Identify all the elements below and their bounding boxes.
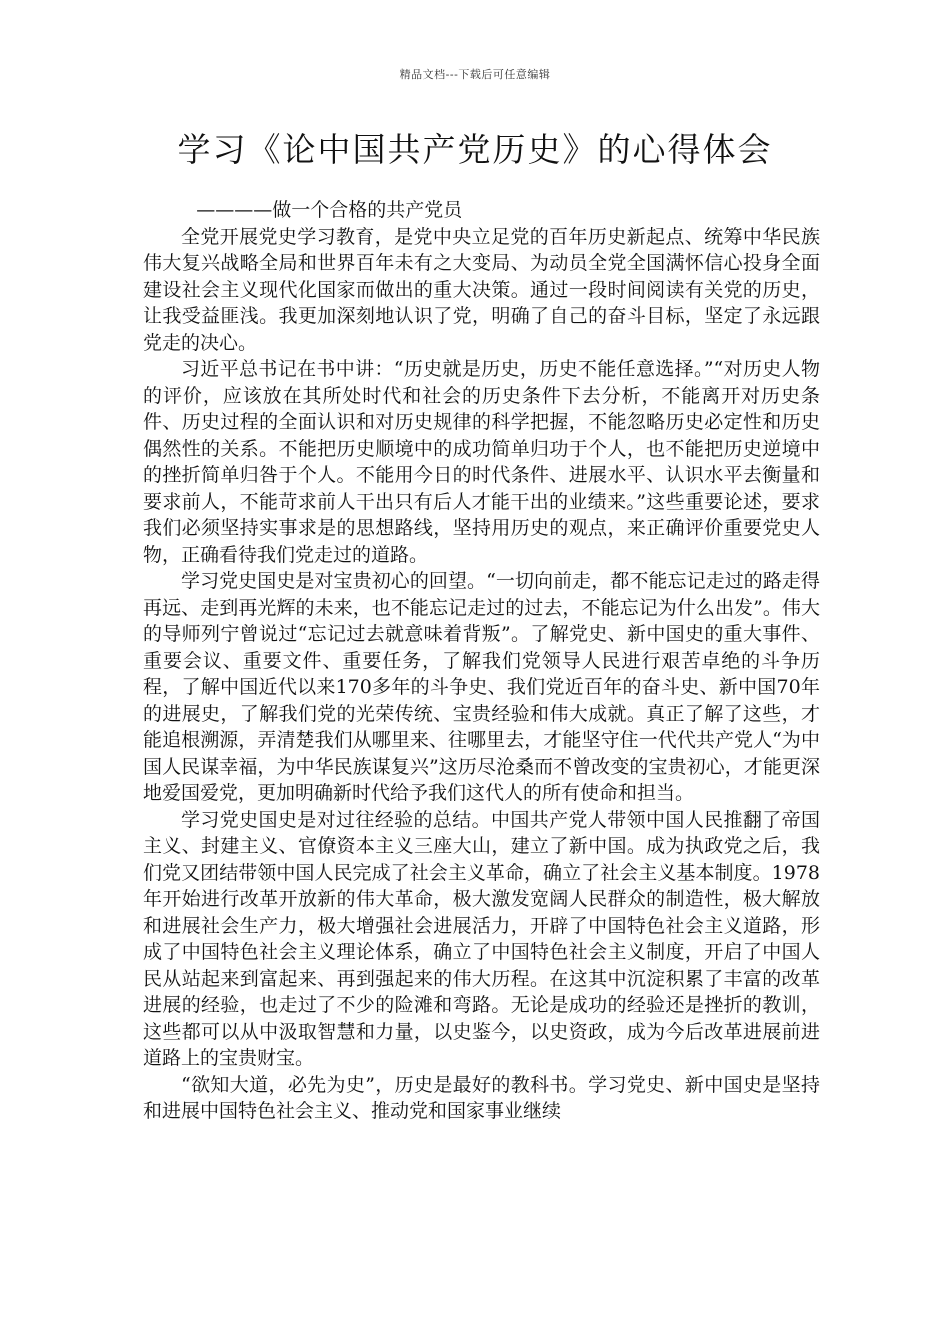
paragraph-original-aspiration: 学习党史国史是对宝贵初心的回望。“一切向前走，都不能忘记走过的路走得再远、走到再光辉的未来，也不能忘记走过的过去，不能忘记为什么出发”。伟大的导师列宁曾说过“忘记过去就意味着背叛”。了解党史、新中国史的重大事件、重要会议、重要文件、重要任务，了解我们党领导人民进行艰苦卓绝的斗争历程，了解中国近代以来170多年的斗争史、我们党近百年的奋斗史、新中国70年的进展史，了解我们党的光荣传统、宝贵经验和伟大成就。真正了解了这些，才能追根溯源，弄清楚我们从哪里来、往哪里去，才能坚守住一代代共产党人“为中国人民谋幸福，为中华民族谋复兴”这历尽沧桑而不曾改变的宝贵初心，才能更深地爱国爱党，更加明确新时代给予我们这代人的所有使命和担当。 bbox=[143, 570, 820, 804]
paragraph-textbook: “欲知大道，必先为史”，历史是最好的教科书。学习党史、新中国史是坚持和进展中国特色社会主义、推动党和国家事业继续 bbox=[143, 1073, 820, 1122]
paragraph-past-experience: 学习党史国史是对过往经验的总结。中国共产党人带领中国人民推翻了帝国主义、封建主义、官僚资本主义三座大山，建立了新中国。成为执政党之后，我们党又团结带领中国人民完成了社会主义革命，确立了社会主义基本制度。1978年开始进行改革开放新的伟大革命，极大激发宽阔人民群众的制造性，极大解放和进展社会生产力，极大增强社会进展活力，开辟了中国特色社会主义道路，形成了中国特色社会主义理论体系，确立了中国特色社会主义制度，开启了中国人民从站起来到富起来、再到强起来的伟大历程。在这其中沉淀积累了丰富的改革进展的经验，也走过了不少的险滩和弯路。无论是成功的经验还是挫折的教训，这些都可以从中汲取智慧和力量，以史鉴今，以史资政，成为今后改革进展前进道路上的宝贵财宝。 bbox=[143, 808, 820, 1069]
page-header-note: 精品文档---下载后可任意编辑 bbox=[399, 68, 551, 81]
document-subtitle: ————做一个合格的共产党员 bbox=[196, 199, 463, 221]
paragraph-quote-history: 习近平总书记在书中讲：“历史就是历史，历史不能任意选择。”“对历史人物的评价，应该放在其所处时代和社会的历史条件下去分析，不能离开对历史条件、历史过程的全面认识和对历史规律的科学把握，不能忽略历史必定性和历史偶然性的关系。不能把历史顺境中的成功简单归功于个人，也不能把历史逆境中的挫折简单归咎于个人。不能用今日的时代条件、进展水平、认识水平去衡量和要求前人，不能苛求前人干出只有后人才能干出的业绩来。”这些重要论述，要求我们必须坚持实事求是的思想路线，坚持用历史的观点，来正确评价重要党史人物，正确看待我们党走过的道路。 bbox=[143, 358, 820, 566]
document-body bbox=[143, 197, 820, 1125]
document-title: 学习《论中国共产党历史》的心得体会 bbox=[177, 130, 773, 169]
paragraph-intro: 全党开展党史学习教育，是党中央立足党的百年历史新起点、统筹中华民族伟大复兴战略全局和世界百年未有之大变局、为动员全党全国满怀信心投身全面建设社会主义现代化国家而做出的重大决策。通过一段时间阅读有关党的历史，让我受益匪浅。我更加深刻地认识了党，明确了自己的奋斗目标，坚定了永远跟党走的决心。 bbox=[143, 225, 820, 354]
